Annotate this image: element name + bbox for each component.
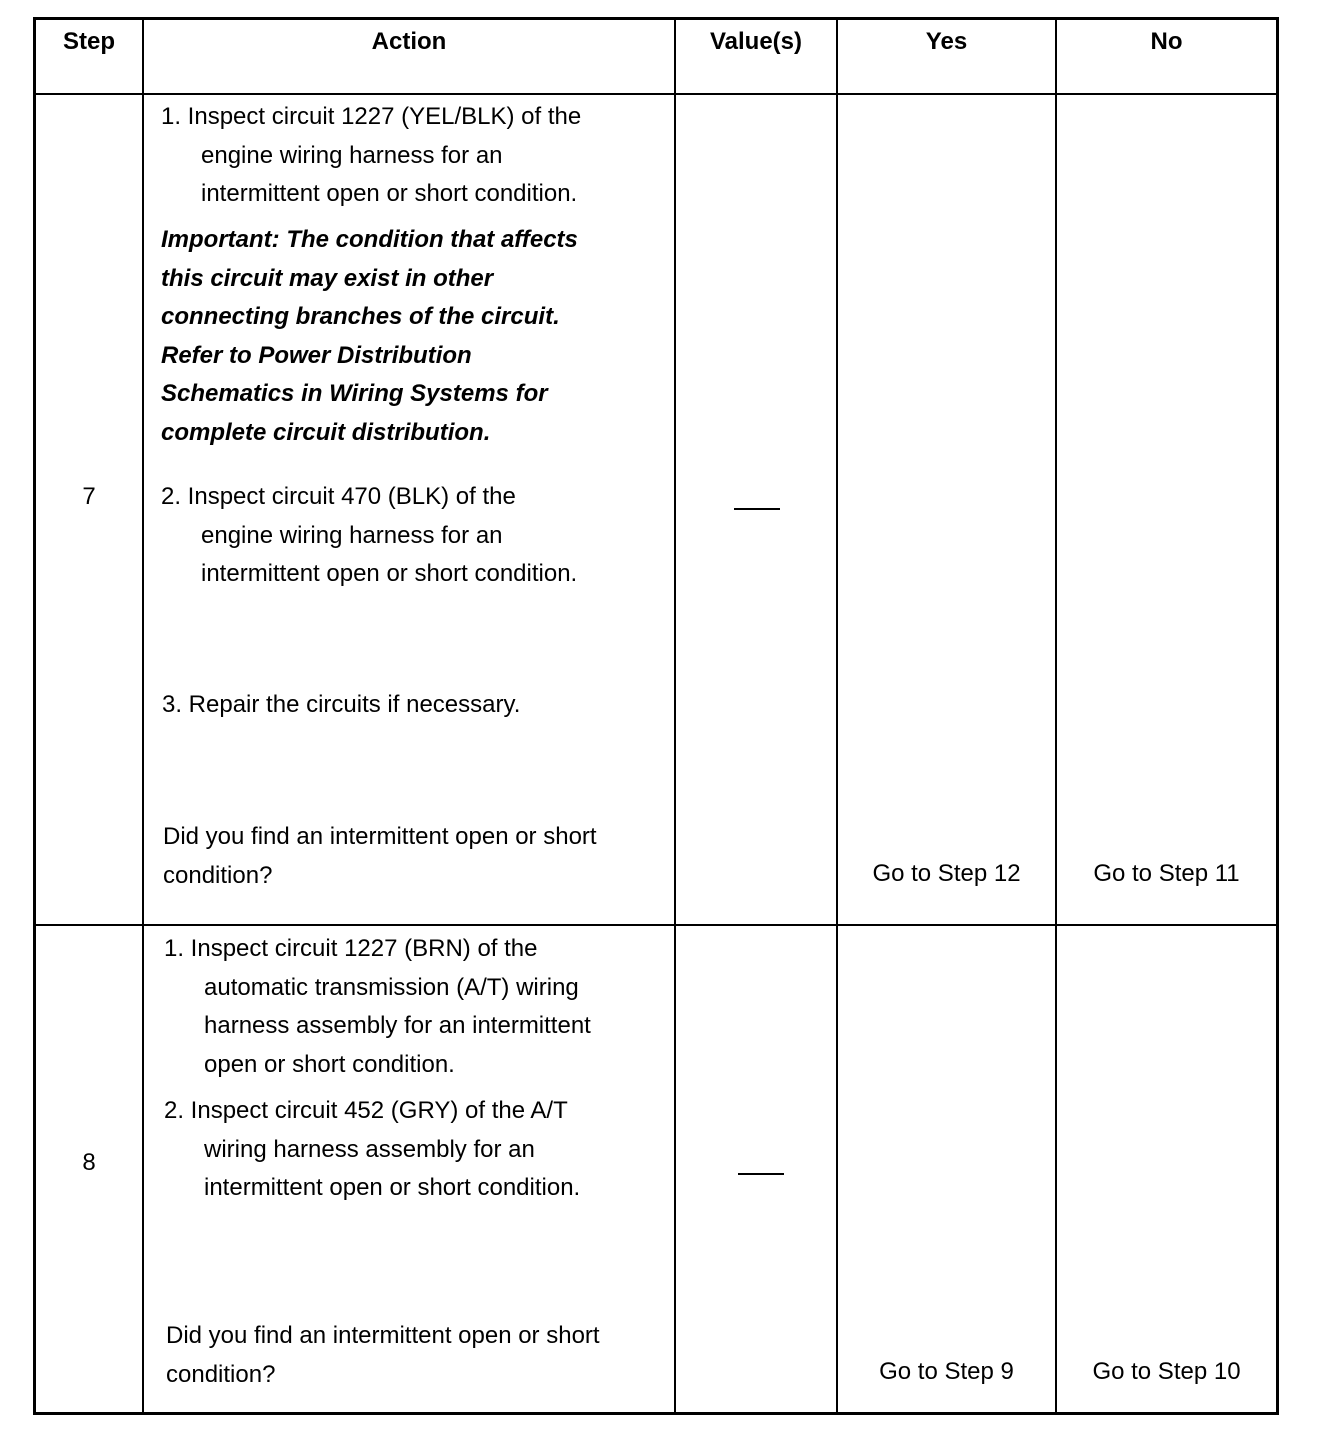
step-number-7: 7 [82, 483, 96, 510]
diagnostic-table [33, 17, 1279, 1415]
row7-action-item2 [161, 478, 577, 594]
action-line: intermittent open or short condition. [204, 1174, 581, 1202]
action-line: 1. Inspect circuit 1227 (YEL/BLK) of the [161, 103, 582, 130]
question-line: condition? [163, 861, 273, 889]
column-divider [1055, 20, 1057, 1412]
row7-yes-action: Go to Step 12 [872, 860, 1021, 887]
action-line: intermittent open or short condition. [201, 560, 578, 588]
row8-no-action: Go to Step 10 [1092, 1358, 1241, 1385]
note-line: Refer to Power Distribution [161, 341, 472, 369]
action-line: engine wiring harness for an [201, 521, 503, 549]
note-line: Schematics in Wiring Systems for [161, 380, 548, 408]
action-line: open or short condition. [204, 1050, 455, 1078]
header-no: No [1150, 28, 1183, 55]
row7-no-action: Go to Step 11 [1093, 860, 1240, 887]
column-divider [142, 20, 144, 1412]
row7-question [163, 818, 597, 895]
note-line: connecting branches of the circuit. [161, 303, 560, 331]
note-line: this circuit may exist in other [161, 264, 494, 292]
row7-value-dash [734, 508, 780, 510]
row7-action-item3: 3. Repair the circuits if necessary. [162, 691, 521, 718]
question-line: Did you find an intermittent open or short [166, 1322, 600, 1349]
header-action: Action [371, 28, 447, 55]
header-step: Step [62, 28, 115, 55]
row-divider [36, 924, 1276, 926]
row7-action-item1 [161, 98, 581, 214]
action-line: intermittent open or short condition. [201, 180, 578, 208]
note-line: complete circuit distribution. [161, 418, 491, 446]
column-divider [674, 20, 676, 1412]
row8-action-item2 [164, 1092, 580, 1208]
question-line: condition? [166, 1360, 276, 1388]
header-divider [36, 93, 1276, 95]
header-yes: Yes [925, 28, 968, 55]
row8-yes-action: Go to Step 9 [879, 1358, 1014, 1385]
action-line: 2. Inspect circuit 452 (GRY) of the A/T [164, 1097, 568, 1124]
step-number-8: 8 [82, 1149, 96, 1176]
action-line: wiring harness assembly for an [204, 1135, 535, 1163]
action-line: harness assembly for an intermittent [204, 1012, 591, 1040]
action-line: engine wiring harness for an [201, 141, 503, 169]
row8-action-item1 [164, 930, 591, 1084]
row8-value-dash [738, 1173, 784, 1175]
action-line: 1. Inspect circuit 1227 (BRN) of the [164, 935, 538, 962]
column-divider [836, 20, 838, 1412]
action-line: automatic transmission (A/T) wiring [204, 973, 579, 1001]
action-line: 2. Inspect circuit 470 (BLK) of the [161, 483, 516, 510]
row8-question [166, 1317, 600, 1394]
question-line: Did you find an intermittent open or short [163, 823, 597, 850]
note-line: Important: The condition that affects [161, 226, 578, 253]
row7-important-note [161, 221, 578, 453]
header-values: Value(s) [709, 28, 803, 55]
